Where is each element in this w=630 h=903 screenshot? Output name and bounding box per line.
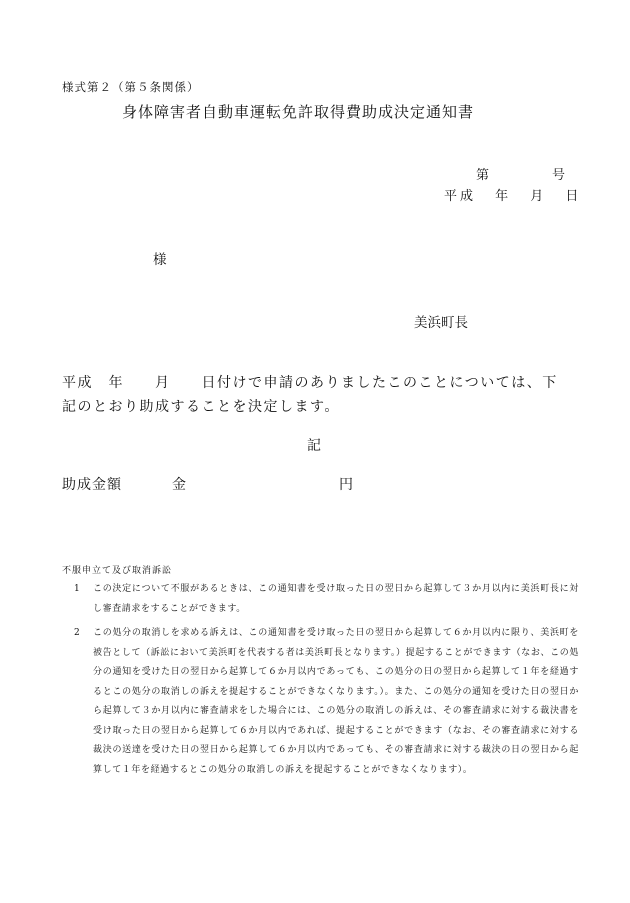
addressee-suffix: 様: [153, 252, 167, 268]
number-prefix: 第: [476, 168, 490, 183]
form-label: 様式第２（第５条関係）: [62, 80, 200, 94]
notice-item-text: この処分の取消しを求める訴えは、この通知書を受け取った日の翌日から起算して６か月以内に限り、美浜町を被告として（訴訟において美浜町を代表する者は美浜町長となります。）提起することができます（なお、この処分の通知を受けた日の翌日から起算して６か月以内であっても、この処分の日の翌日から起算して１年を経過するとこの処分の取消しの訴えを提起することができなくなります。）。また、この処分の通知を受けた日の翌日から起算して３か月以内に審査請求をした場合には、この処分の取消しの訴えは、その審査請求に対する裁決書を受け取った日の翌日から起算して６か月以内であれば、提起することができます（なお、その審査請求に対する裁決の送達を受けた日の翌日から起算して６か月以内であっても、その審査請求に対する裁決の日の翌日から起算して１年を経過するとこの処分の取消しの訴えを提起することができなくなります）。: [93, 628, 579, 775]
notice-item-text: この決定について不服があるときは、この通知書を受け取った日の翌日から起算して３か月以内に美浜町長に対し審査請求をすることができます。: [93, 584, 579, 614]
amount-label: 助成金額: [62, 477, 122, 493]
notice-item-number: 2: [74, 628, 81, 638]
amount-yen: 円: [339, 477, 353, 493]
date-line: 平成 年 月 日: [444, 189, 582, 204]
ki-heading: 記: [307, 438, 321, 454]
body-text: 平成 年 月 日付けで申請のありましたこのことについては、下記のとおり助成することを決定します。: [62, 375, 558, 415]
document-title: 身体障害者自動車運転免許取得費助成決定通知書: [122, 103, 475, 121]
notice-item-number: 1: [74, 584, 81, 594]
notice-heading: 不服申立て及び取消訴訟: [62, 566, 173, 576]
issuer-name: 美浜町長: [414, 315, 468, 331]
amount-kin: 金: [172, 477, 186, 493]
number-suffix: 号: [552, 168, 566, 183]
